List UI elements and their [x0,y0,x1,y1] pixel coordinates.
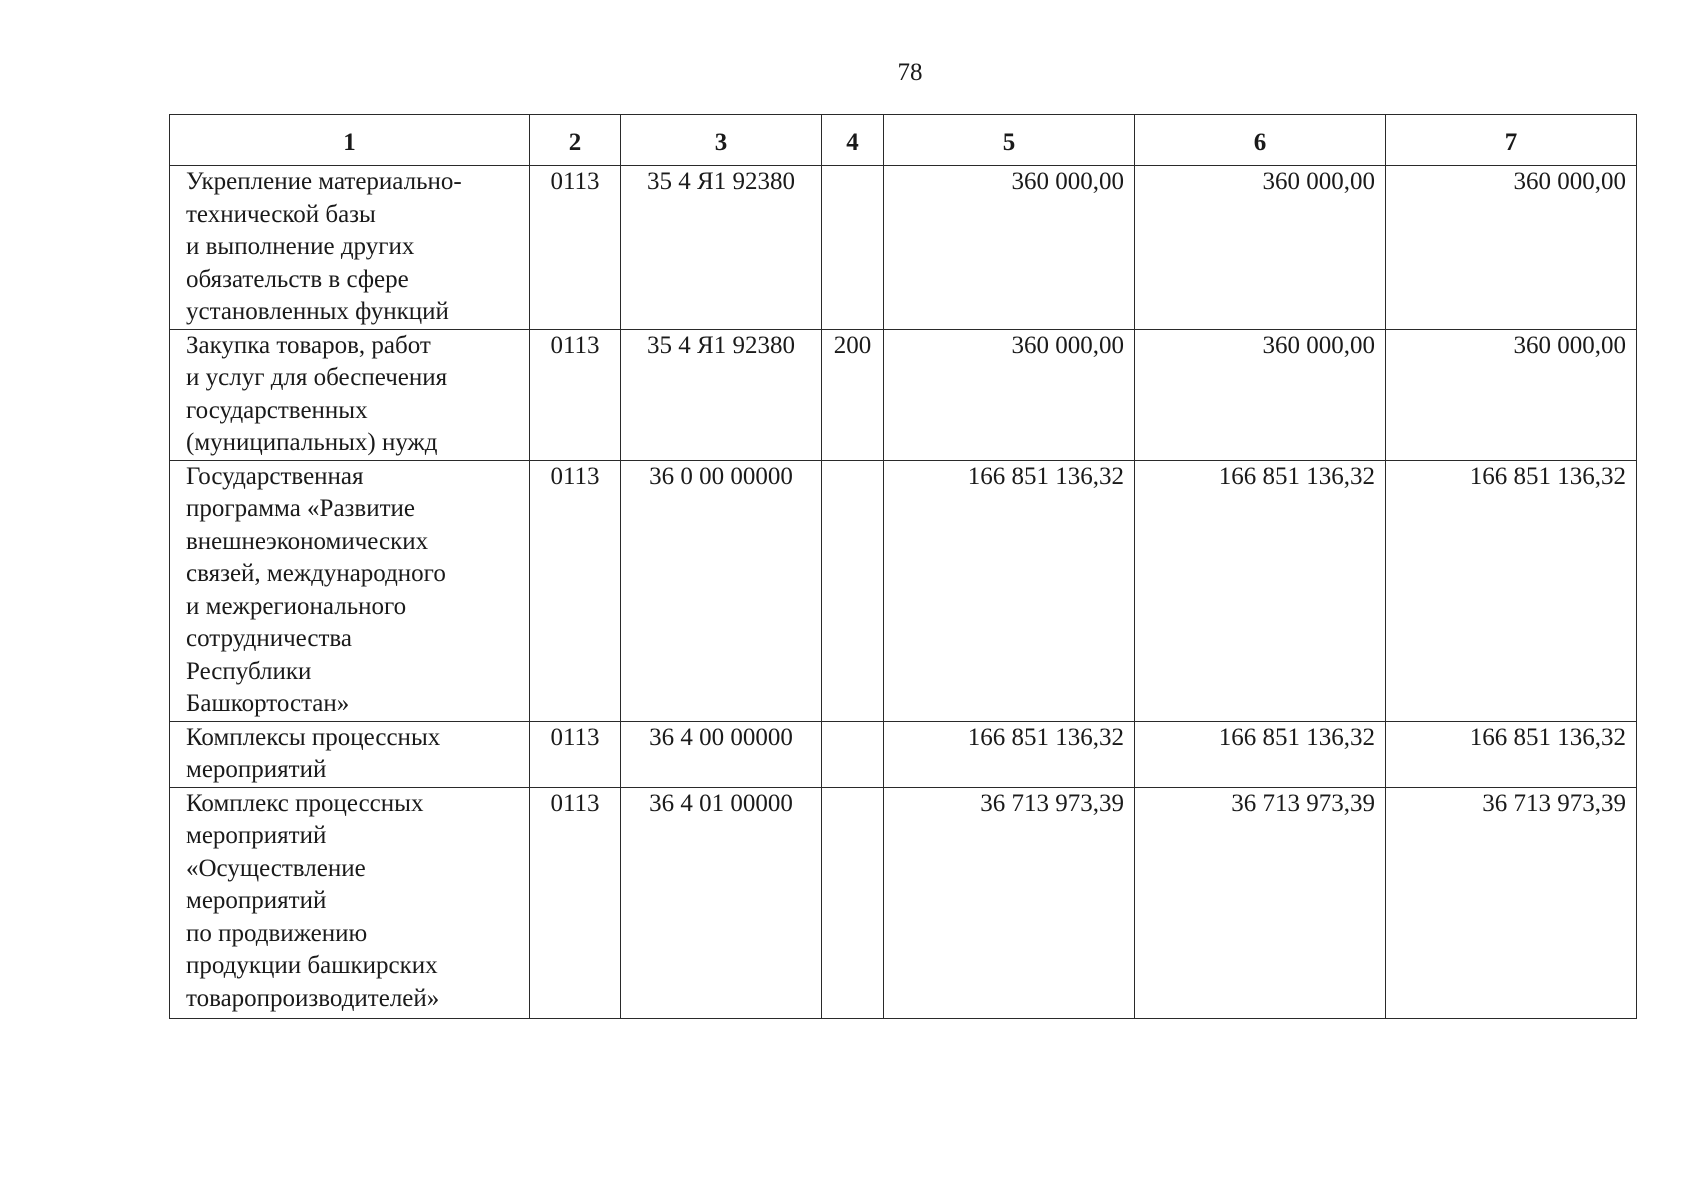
column-header-2: 2 [530,115,621,166]
header-row [170,115,1637,166]
row-amount-col6: 360 000,00 [1135,329,1386,460]
row-name: Комплексы процессных мероприятий [170,721,530,787]
table-row [170,329,1637,460]
row-amount-col5: 166 851 136,32 [884,721,1135,787]
row-amount-col7: 36 713 973,39 [1386,787,1637,1018]
table-row [170,787,1637,1018]
row-name: Комплекс процессных мероприятий «Осуществление мероприятий по продвижению продукции башкирских товаропроизводителей» [170,787,530,1018]
page-number: 78 [897,59,923,86]
row-target-code: 35 4 Я1 92380 [621,329,822,460]
row-amount-col7: 166 851 136,32 [1386,721,1637,787]
table-row [170,460,1637,721]
row-target-code: 36 4 01 00000 [621,787,822,1018]
row-amount-col5: 360 000,00 [884,166,1135,330]
row-name: Укрепление материально- технической базы и выполнение других обязательств в сфере установленных функций [170,166,530,330]
row-amount-col7: 360 000,00 [1386,166,1637,330]
row-expense-type [822,166,884,330]
row-amount-col6: 36 713 973,39 [1135,787,1386,1018]
row-target-code: 36 0 00 00000 [621,460,822,721]
row-expense-type [822,787,884,1018]
row-amount-col5: 360 000,00 [884,329,1135,460]
row-section: 0113 [530,787,621,1018]
row-expense-type [822,460,884,721]
row-amount-col6: 166 851 136,32 [1135,460,1386,721]
row-amount-col5: 36 713 973,39 [884,787,1135,1018]
row-name: Закупка товаров, работ и услуг для обеспечения государственных (муниципальных) нужд [170,329,530,460]
row-expense-type [822,721,884,787]
row-amount-col5: 166 851 136,32 [884,460,1135,721]
budget-table [169,114,1637,1019]
row-expense-type: 200 [822,329,884,460]
row-amount-col6: 166 851 136,32 [1135,721,1386,787]
column-header-3: 3 [621,115,822,166]
row-amount-col7: 166 851 136,32 [1386,460,1637,721]
row-section: 0113 [530,329,621,460]
row-amount-col7: 360 000,00 [1386,329,1637,460]
column-header-4: 4 [822,115,884,166]
table-row [170,166,1637,330]
row-target-code: 36 4 00 00000 [621,721,822,787]
column-header-6: 6 [1135,115,1386,166]
row-section: 0113 [530,460,621,721]
row-section: 0113 [530,721,621,787]
column-header-7: 7 [1386,115,1637,166]
row-section: 0113 [530,166,621,330]
table-row [170,721,1637,787]
row-target-code: 35 4 Я1 92380 [621,166,822,330]
row-name: Государственная программа «Развитие внешнеэкономических связей, международного и межрегионального сотрудничества Республики Башкортостан» [170,460,530,721]
column-header-1: 1 [170,115,530,166]
row-amount-col6: 360 000,00 [1135,166,1386,330]
column-header-5: 5 [884,115,1135,166]
